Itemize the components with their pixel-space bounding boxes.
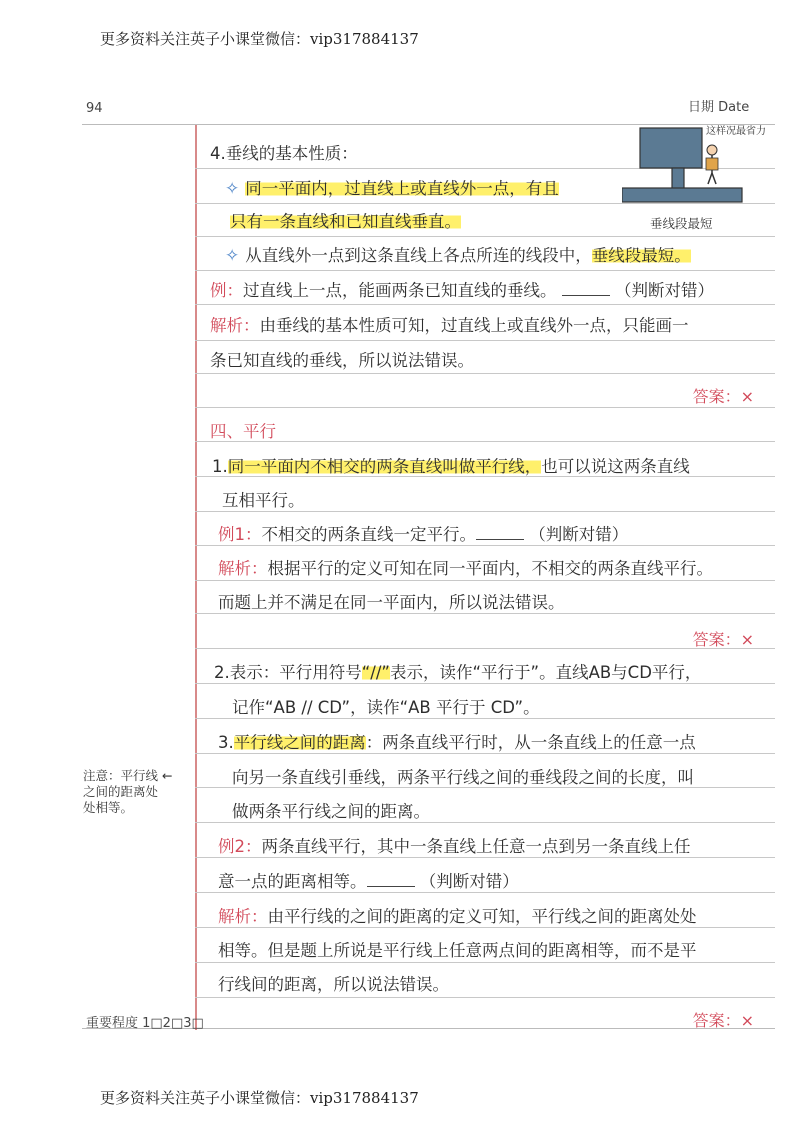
answer-blank xyxy=(476,525,524,540)
margin-line xyxy=(195,125,197,1030)
example1-line: 例1：不相交的两条直线一定平行。 （判断对错） xyxy=(218,525,629,544)
illustration-caption: 垂线段最短 xyxy=(650,216,713,231)
watermark-top: 更多资料关注英子小课堂微信：vip317884137 xyxy=(100,30,419,48)
ruled-line xyxy=(195,441,775,442)
example2-line-2: 意一点的距离相等。 （判断对错） xyxy=(218,872,519,891)
ruled-line xyxy=(195,236,775,237)
property-line-2: 只有一条直线和已知直线垂直。 xyxy=(230,212,461,231)
analysis1-line-2: 而题上并不满足在同一平面内，所以说法错误。 xyxy=(218,593,565,612)
ruled-line xyxy=(195,373,775,374)
analysis2-line-3: 行线间的距离，所以说法错误。 xyxy=(218,975,449,994)
analysis1-line-1: 解析：根据平行的定义可知在同一平面内，不相交的两条直线平行。 xyxy=(218,559,713,578)
property-line-1: ✧ 同一平面内，过直线上或直线外一点，有且 xyxy=(225,179,559,199)
answer-2: 答案：× xyxy=(692,630,754,649)
analysis2-line-1: 解析：由平行线的之间的距离的定义可知，平行线之间的距离处处 xyxy=(218,907,697,926)
example-line: 例：过直线上一点，能画两条已知直线的垂线。 （判断对错） xyxy=(210,281,714,300)
section-title: 4.垂线的基本性质： xyxy=(210,144,358,163)
date-label: 日期 Date xyxy=(688,100,750,115)
distance-line-3: 做两条平行线之间的距离。 xyxy=(232,802,430,821)
parallel-heading: 四、平行 xyxy=(210,422,276,441)
page-number: 94 xyxy=(86,101,103,116)
ruled-line xyxy=(195,962,775,963)
ruled-line xyxy=(195,340,775,341)
ruled-line xyxy=(195,580,775,581)
distance-line-1: 3.平行线之间的距离：两条直线平行时，从一条直线上的任意一点 xyxy=(218,733,696,752)
ruled-line xyxy=(195,270,775,271)
analysis-line-1: 解析：由垂线的基本性质可知，过直线上或直线外一点，只能画一 xyxy=(210,316,689,335)
answer-1: 答案：× xyxy=(692,387,754,406)
analysis2-line-2: 相等。但是题上所说是平行线上任意两点间的距离相等，而不是平 xyxy=(218,941,697,960)
definition-line-1: 1.同一平面内不相交的两条直线叫做平行线，也可以说这两条直线 xyxy=(212,457,690,476)
distance-line-2: 向另一条直线引垂线，两条平行线之间的垂线段之间的长度，叫 xyxy=(232,768,694,787)
star-icon: ✧ xyxy=(225,179,240,199)
illustration-bubble: 这样况最省力 xyxy=(706,126,766,137)
side-note: 注意：平行线 ← 之间的距离处 处相等。 xyxy=(83,768,173,815)
answer-blank xyxy=(562,281,610,296)
definition-line-2: 互相平行。 xyxy=(222,491,305,510)
analysis-line-2: 条已知直线的垂线，所以说法错误。 xyxy=(210,351,474,370)
answer-3: 答案：× xyxy=(692,1011,754,1030)
ruled-line xyxy=(195,997,775,998)
representation-line-1: 2.表示：平行用符号“//”表示，读作“平行于”。直线AB与CD平行， xyxy=(214,663,702,682)
star-icon: ✧ xyxy=(225,246,240,266)
watermark-bottom: 更多资料关注英子小课堂微信：vip317884137 xyxy=(100,1089,419,1107)
ruled-line xyxy=(195,304,775,305)
property-line-3: ✧ 从直线外一点到这条直线上各点所连的线段中，垂线段最短。 xyxy=(225,246,691,266)
ruled-line xyxy=(195,407,775,408)
representation-line-2: 记作“AB // CD”，读作“AB 平行于 CD”。 xyxy=(232,698,540,717)
answer-blank xyxy=(367,872,415,887)
example2-line-1: 例2：两条直线平行，其中一条直线上任意一点到另一条直线上任 xyxy=(218,837,691,856)
importance-level: 重要程度 1□2□3□ xyxy=(86,1016,204,1031)
ruled-line xyxy=(195,648,775,649)
